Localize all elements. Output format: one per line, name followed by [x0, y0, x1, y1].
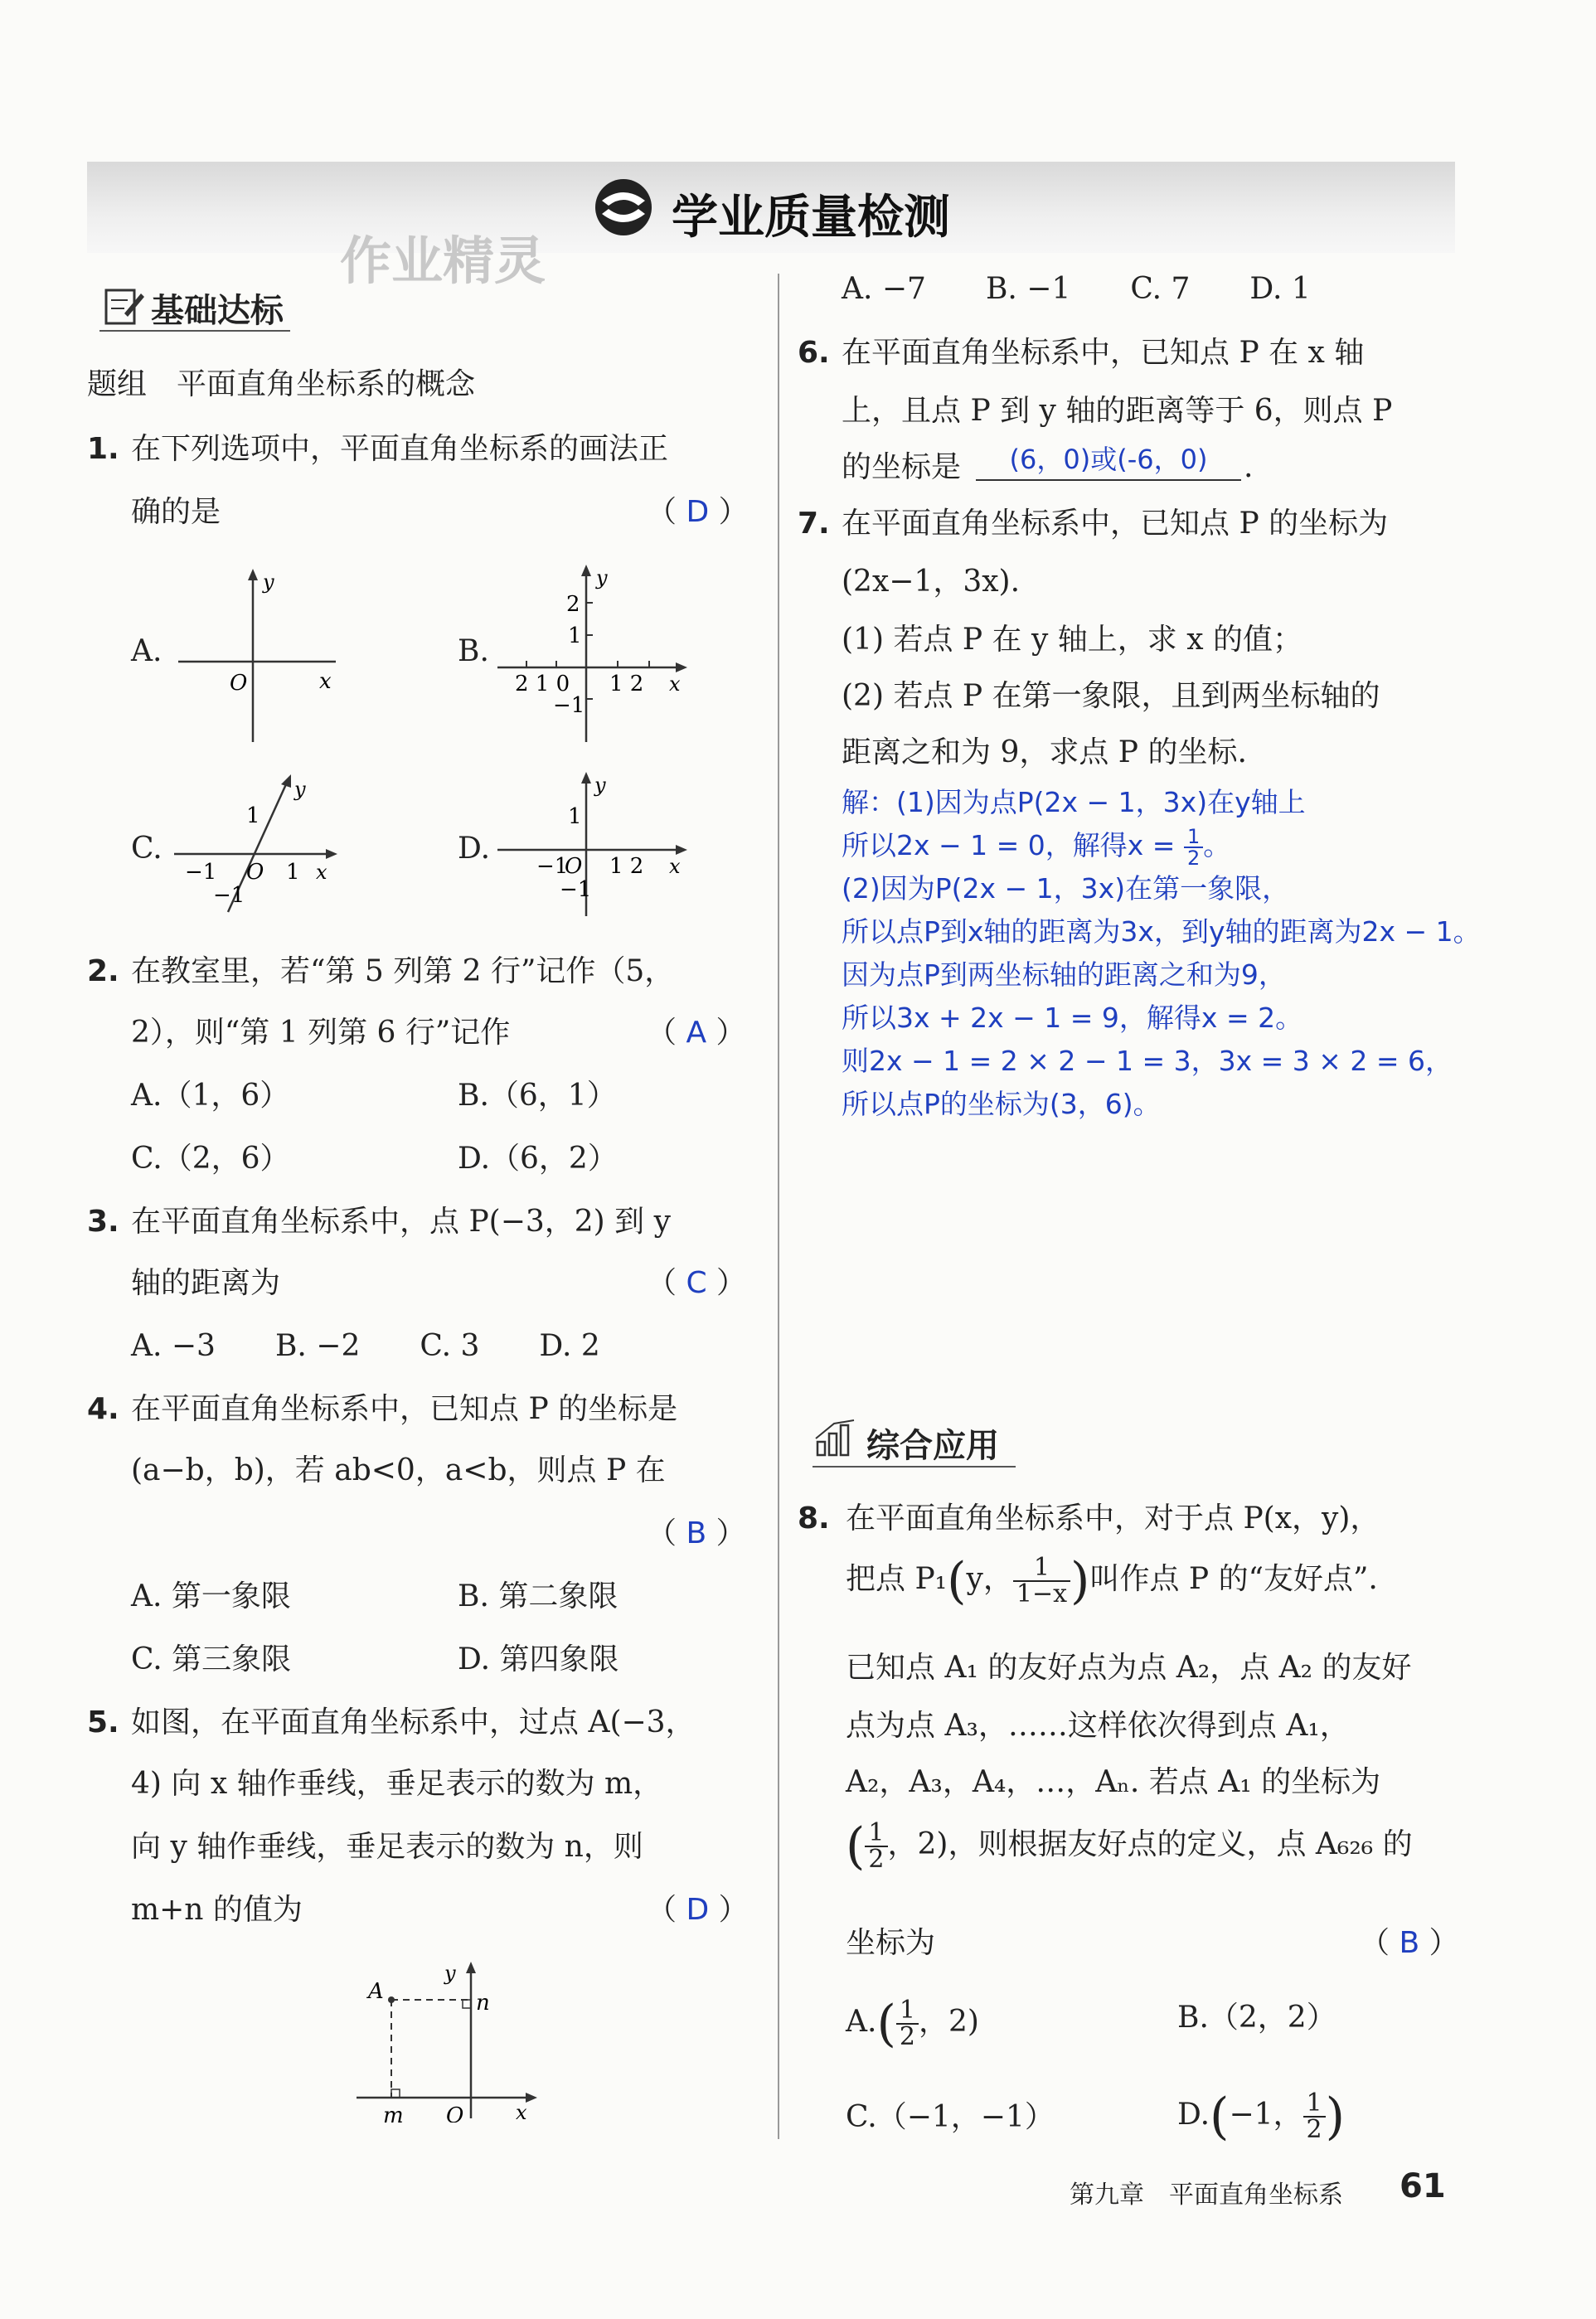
- q1-number: 1.: [87, 432, 119, 466]
- section-basic-title: 基础达标: [151, 292, 284, 330]
- q1-opt-a-label: A.: [131, 634, 163, 668]
- q3-answer: C: [686, 1266, 707, 1300]
- q8-frac-top: 1: [1013, 1555, 1070, 1582]
- q8-opt-d-frac-bottom: 2: [1306, 2115, 1322, 2144]
- q3-line2: 轴的距离为: [131, 1266, 281, 1300]
- q2-opt-b: B.（6，1）: [458, 1079, 617, 1113]
- pencil-note-icon: [99, 282, 146, 328]
- q7-sol-line1: 解：(1)因为点P(2x − 1，3x)在y轴上: [842, 786, 1306, 818]
- section-apply-title: 综合应用: [866, 1427, 999, 1465]
- q6-number: 6.: [798, 336, 830, 370]
- q2-line1: 在教室里，若“第 5 列第 2 行”记作（5，: [131, 954, 675, 988]
- q1-opt-d-label: D.: [458, 832, 491, 866]
- q1c-x-label: x: [316, 861, 327, 884]
- q7-sol-line6: 所以3x + 2x − 1 = 9，解得x = 2。: [842, 1002, 1303, 1034]
- q8-line3: 已知点 A₁ 的友好点为点 A₂，点 A₂ 的友好: [846, 1651, 1412, 1685]
- q2-opt-a: A.（1，6）: [131, 1079, 290, 1113]
- q1b-x-label: x: [669, 672, 681, 696]
- watermark: 作业精灵: [340, 230, 546, 291]
- chapter-logo-icon: [590, 176, 662, 239]
- q7-line1: 在平面直角坐标系中，已知点 P 的坐标为: [842, 507, 1389, 541]
- page-number: 61: [1400, 2167, 1446, 2205]
- q8-opt-c: C.（−1，−1）: [846, 2100, 1055, 2134]
- q2-answer-bracket: （ A ）: [647, 1016, 746, 1050]
- q4-line1: 在平面直角坐标系中，已知点 P 的坐标是: [131, 1392, 678, 1426]
- q7-sol-frac-top: 1: [1184, 827, 1203, 848]
- page-title: 学业质量检测: [672, 191, 950, 245]
- q4-opt-a: A. 第一象限: [131, 1579, 291, 1613]
- q5-figure: [348, 1957, 547, 2123]
- q5-answer-bracket: （ D ）: [647, 1893, 749, 1927]
- q5-line4: m+n 的值为: [131, 1893, 303, 1927]
- q1d-tick-y1: 1: [568, 804, 582, 829]
- q7-line2: (2x−1，3x).: [842, 565, 1021, 599]
- section-underline-2: [813, 1466, 1016, 1468]
- q7-number: 7.: [798, 507, 830, 541]
- q7-sol-line4: 所以点P到x轴的距离为3x，到y轴的距离为2x − 1。: [842, 915, 1481, 948]
- q8-line1: 在平面直角坐标系中，对于点 P(x，y)，: [846, 1502, 1380, 1535]
- q5-y-label: y: [444, 1962, 456, 1985]
- q1-graph-a: [170, 564, 344, 746]
- section-underline: [99, 330, 290, 332]
- q7-sol-line7: 则2x − 1 = 2 × 2 − 1 = 3，3x = 3 × 2 = 6，: [842, 1045, 1453, 1077]
- q3-answer-bracket: （ C ）: [647, 1266, 747, 1300]
- q1c-tick-x1: 1: [286, 860, 300, 885]
- q1c-origin: O: [246, 860, 264, 885]
- q1d-tick-ym1: −1: [560, 877, 592, 902]
- q1-opt-c-label: C.: [131, 832, 163, 866]
- q1d-y-label: y: [594, 774, 606, 797]
- q8-line7: 坐标为: [846, 1926, 936, 1960]
- q8-line6-b: ，2)，则根据友好点的定义，点 A₆₂₆ 的: [887, 1827, 1413, 1861]
- q2-number: 2.: [87, 954, 119, 988]
- q8-l6-frac-bottom: 2: [868, 1845, 885, 1874]
- q1c-tick-y1: 1: [246, 803, 260, 828]
- q1-line1: 在下列选项中，平面直角坐标系的画法正: [131, 432, 669, 466]
- q5-line3: 向 y 轴作垂线，垂足表示的数为 n，则: [131, 1830, 643, 1864]
- q1-graph-c: [170, 771, 344, 916]
- q7-sol-line8: 所以点P的坐标为(3，6)。: [842, 1088, 1161, 1120]
- q1d-x-label: x: [669, 855, 681, 878]
- q1b-y-label: y: [596, 566, 608, 589]
- q1b-ticks-pos: 1 2: [609, 672, 644, 696]
- bar-chart-icon: [813, 1414, 859, 1460]
- q1b-tick-y2: 2: [566, 592, 580, 617]
- q8-opt-b: B.（2，2）: [1177, 2001, 1336, 2035]
- q8-line6: ( $\frac{1}{2}$ ，2)，则根据友好点的定义，点 A₆₂₆ 的: [846, 1817, 1413, 1875]
- column-divider: [778, 274, 779, 2139]
- q5-m-label: m: [383, 2103, 404, 2123]
- q8-line5: A₂，A₃，A₄，…，Aₙ. 若点 A₁ 的坐标为: [846, 1765, 1381, 1799]
- q6-line3: 的坐标是: [842, 450, 962, 484]
- q8-number: 8.: [798, 1502, 830, 1535]
- q7-sol-line2: [842, 824, 1230, 868]
- q1-answer-bracket: （ D ）: [647, 495, 749, 529]
- q6-answer-blank: [976, 439, 1241, 481]
- q8-frac-bottom: 1−x: [1016, 1579, 1068, 1608]
- q7-sol-line2-text: 所以2x − 1 = 0，解得x =: [842, 829, 1184, 861]
- q8-opt-a: A.( $\frac{1}{2}$ ，2): [846, 1995, 979, 2053]
- q8-opt-a-label: A.: [846, 2005, 877, 2039]
- q3-options: A. −3 B. −2 C. 3 D. 2: [131, 1329, 600, 1363]
- q7-sol-frac-bottom: 2: [1186, 846, 1201, 870]
- q1b-tick-ym1: −1: [553, 693, 585, 718]
- q3-line1: 在平面直角坐标系中，点 P(−3，2) 到 y: [131, 1205, 671, 1239]
- q6-line2: 上，且点 P 到 y 轴的距离等于 6，则点 P: [842, 394, 1393, 428]
- q7-sol-line3: (2)因为P(2x − 1，3x)在第一象限，: [842, 872, 1290, 905]
- q4-line2: (a−b，b)，若 ab<0，a<b，则点 P 在: [131, 1453, 666, 1487]
- q5-n-label: n: [476, 1991, 490, 2016]
- q8-opt-a-frac-top: 1: [896, 1998, 919, 2025]
- q1d-origin: O: [565, 854, 583, 879]
- q4-answer: B: [686, 1516, 707, 1550]
- q2-answer: A: [686, 1016, 707, 1050]
- q5-line2: 4) 向 x 轴作垂线，垂足表示的数为 m，: [131, 1767, 663, 1801]
- q1c-y-label: y: [294, 778, 306, 801]
- q1-answer: D: [686, 495, 710, 529]
- q1c-tick-ym1: −1: [213, 883, 245, 908]
- q5-number: 5.: [87, 1705, 119, 1739]
- q4-opt-d: D. 第四象限: [458, 1642, 619, 1676]
- q8-line2: 把点 P₁(y， $\frac{1}{1-x}$ )叫作点 P 的“友好点”.: [846, 1552, 1378, 1610]
- q4-number: 4.: [87, 1392, 119, 1426]
- q4-opt-b: B. 第二象限: [458, 1579, 619, 1613]
- q2-line2: 2），则“第 1 列第 6 行”记作: [131, 1016, 511, 1050]
- q7-sol-line2-end: 。: [1203, 829, 1231, 861]
- q8-answer-bracket: （ B ）: [1360, 1926, 1459, 1960]
- q1c-tick-xm1: −1: [185, 860, 217, 885]
- q1b-ticks-neg: 2 1 0: [515, 672, 570, 696]
- q8-line2-c: 叫作点 P 的“友好点”.: [1089, 1562, 1378, 1596]
- q1a-y-label: y: [263, 570, 274, 594]
- q5-point-a: A: [368, 1979, 384, 2004]
- q8-opt-a-frac-bottom: 2: [899, 2022, 915, 2051]
- q8-opt-d: D.(−1， $\frac{1}{2}$ ): [1177, 2088, 1346, 2146]
- q1-graph-b: [493, 560, 696, 746]
- q8-l6-frac-top: 1: [865, 1821, 887, 1847]
- q6-line1: 在平面直角坐标系中，已知点 P 在 x 轴: [842, 336, 1365, 370]
- q3-number: 3.: [87, 1205, 119, 1239]
- q6-answer: (6，0)或(-6，0): [1009, 444, 1208, 475]
- group-title: 题组 平面直角坐标系的概念: [87, 367, 476, 401]
- q8-opt-d-mid: −1，: [1229, 2098, 1303, 2132]
- q8-opt-a-end: ，2): [918, 2005, 979, 2039]
- q7-part3: 距离之和为 9，求点 P 的坐标.: [842, 735, 1247, 769]
- q2-opt-c: C.（2，6）: [131, 1142, 290, 1176]
- q4-opt-c: C. 第三象限: [131, 1642, 292, 1676]
- q1-graph-d: [493, 767, 696, 920]
- q1-line2: 确的是: [131, 495, 221, 529]
- q8-line2-a: 把点 P₁: [846, 1562, 948, 1596]
- q8-opt-d-label: D.: [1177, 2098, 1210, 2132]
- q5-options: A. −7 B. −1 C. 7 D. 1: [842, 272, 1311, 306]
- q7-sol-line5: 因为点P到两坐标轴的距离之和为9，: [842, 958, 1286, 991]
- q8-line4: 点为点 A₃，……这样依次得到点 A₁，: [846, 1709, 1350, 1743]
- q7-part2: (2) 若点 P 在第一象限，且到两坐标轴的: [842, 679, 1380, 713]
- q1d-tick-xm1: −1: [536, 854, 569, 879]
- q7-part1: (1) 若点 P 在 y 轴上，求 x 的值；: [842, 623, 1303, 657]
- q5-answer: D: [686, 1893, 710, 1927]
- q1a-x-label: x: [319, 669, 332, 694]
- q5-x-label: x: [516, 2101, 527, 2123]
- q8-answer: B: [1399, 1926, 1420, 1960]
- q8-opt-d-frac-top: 1: [1303, 2091, 1326, 2118]
- q1d-ticks-pos: 1 2: [609, 854, 644, 879]
- footer-chapter: 第九章 平面直角坐标系: [1070, 2181, 1343, 2210]
- q1b-tick-y1: 1: [568, 623, 582, 648]
- q1-opt-b-label: B.: [458, 634, 489, 668]
- q8-line2-b: y，: [966, 1562, 1013, 1596]
- q1a-origin: O: [230, 671, 248, 696]
- q4-answer-bracket: （ B ）: [647, 1516, 746, 1550]
- q2-opt-d: D.（6，2）: [458, 1142, 618, 1176]
- q6-end: .: [1244, 450, 1254, 484]
- q5-line1: 如图，在平面直角坐标系中，过点 A(−3，: [131, 1705, 696, 1739]
- q5-origin: O: [446, 2103, 464, 2123]
